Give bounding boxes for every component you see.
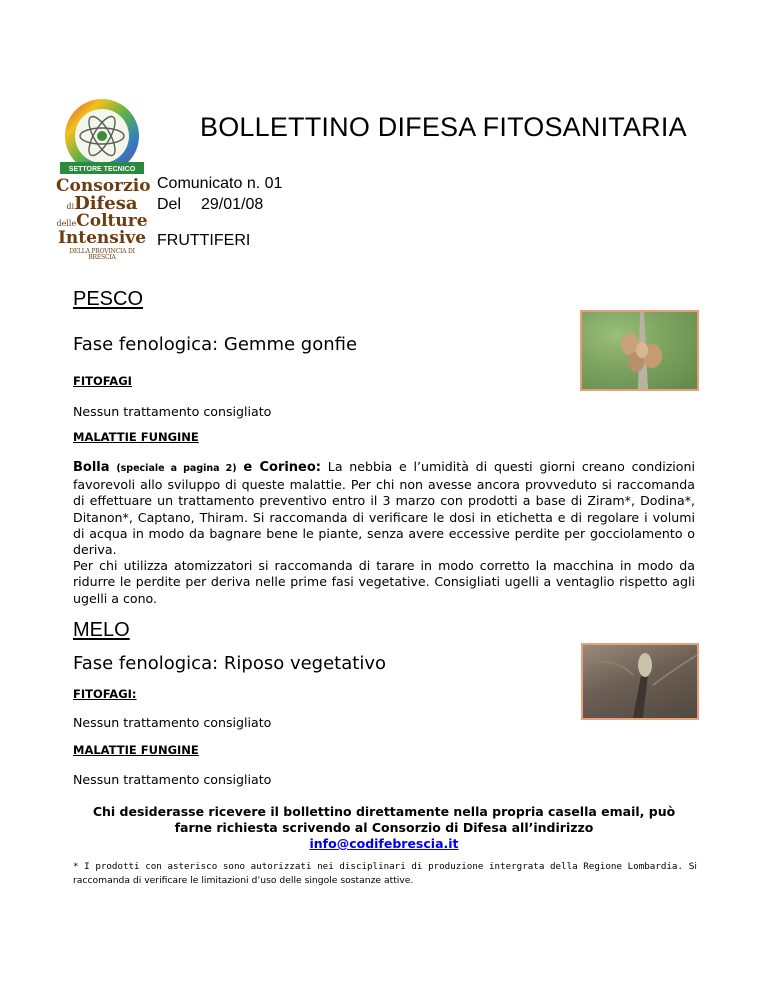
logo-line2-prefix: di: [66, 202, 75, 211]
footnote-text: * I prodotti con asterisco sono autorizzati nei disciplinari di produzione intergrata della Regione Lombardia.: [73, 861, 683, 872]
malattie-text-1: La nebbia e l’umidità di questi giorni creano condizioni favorevoli allo sviluppo di queste malattie. Per chi non avesse ancora provveduto si raccomanda di effettuare un trattamento preventivo entro il 3 marzo con prodotti a base di Ziram*, Dodina*, Ditanon*, Captano, Thiram. Si raccomanda di verificare le dosi in etichetta e di regolare i volumi di acqua in modo da bagnare bene le piante, senza avere eccessive perdite per gocciolamento o deriva.: [73, 459, 695, 558]
fitofagi-heading-pesco: FITOFAGI: [73, 374, 132, 388]
consorzio-logo: [56, 98, 151, 261]
logo-line1: Consorzio: [56, 176, 151, 196]
page-title: BOLLETTINO DIFESA FITOSANITARIA: [200, 112, 687, 142]
logo-line5: DELLA PROVINCIA DI BRESCIA: [69, 248, 135, 261]
atom-emblem-icon: [56, 98, 148, 180]
email-link[interactable]: info@codifebrescia.it: [309, 836, 459, 851]
date-label: Del: [157, 196, 182, 213]
subscription-line1: Chi desiderasse ricevere il bollettino direttamente nella propria casella email, può: [92, 804, 676, 819]
malattie-bold-corineo: e Corineo:: [243, 460, 322, 475]
malattie-heading-melo: MALATTIE FUNGINE: [73, 743, 199, 757]
date-value: 29/01/08: [201, 196, 264, 213]
fitofagi-heading-melo: FITOFAGI:: [73, 687, 137, 701]
malattie-paragraph-pesco: [73, 459, 695, 607]
comunicato-number: Comunicato n. 01: [157, 175, 283, 192]
phase-melo: Fase fenologica: Riposo vegetativo: [73, 653, 386, 674]
footnote: [73, 860, 697, 888]
logo-line3-prefix: delle: [56, 219, 77, 228]
subscription-line2: farne richiesta scrivendo al Consorzio di Difesa all’indirizzo: [174, 820, 594, 835]
phase-pesco: Fase fenologica: Gemme gonfie: [73, 334, 358, 355]
logo-ring-label: SETTORE TECNICO: [68, 166, 136, 173]
subscription-note: [60, 804, 708, 852]
section-title-melo: MELO: [73, 619, 130, 641]
footnote-text-rest: Si raccomanda di verificare le limitazioni d’uso delle singole sostanze attive.: [73, 861, 697, 886]
malattie-bold-bolla: Bolla: [73, 460, 110, 475]
logo-line4: Intensive: [57, 228, 147, 248]
section-title-pesco: PESCO: [73, 288, 144, 310]
fitofagi-text-pesco: Nessun trattamento consigliato: [73, 404, 272, 419]
malattie-note: (speciale a pagina 2): [116, 463, 237, 474]
malattie-text-2: Per chi utilizza atomizzatori si raccomanda di tarare in modo corretto la macchina in modo da ridurre le perdite per deriva nelle prime fasi vegetative. Consigliati ugelli a ventaglio rispetto agli ugelli a cono.: [73, 558, 695, 606]
malattie-text-melo: Nessun trattamento consigliato: [73, 772, 272, 787]
logo-line2: Difesa: [74, 193, 138, 214]
logo-line3: Colture: [76, 211, 148, 231]
peach-buds-photo: [580, 310, 699, 391]
apple-bud-photo: [581, 643, 699, 720]
fitofagi-text-melo: Nessun trattamento consigliato: [73, 715, 272, 730]
logo-wordmark: [56, 176, 151, 261]
category-label: FRUTTIFERI: [157, 232, 251, 249]
malattie-heading-pesco: MALATTIE FUNGINE: [73, 430, 199, 444]
